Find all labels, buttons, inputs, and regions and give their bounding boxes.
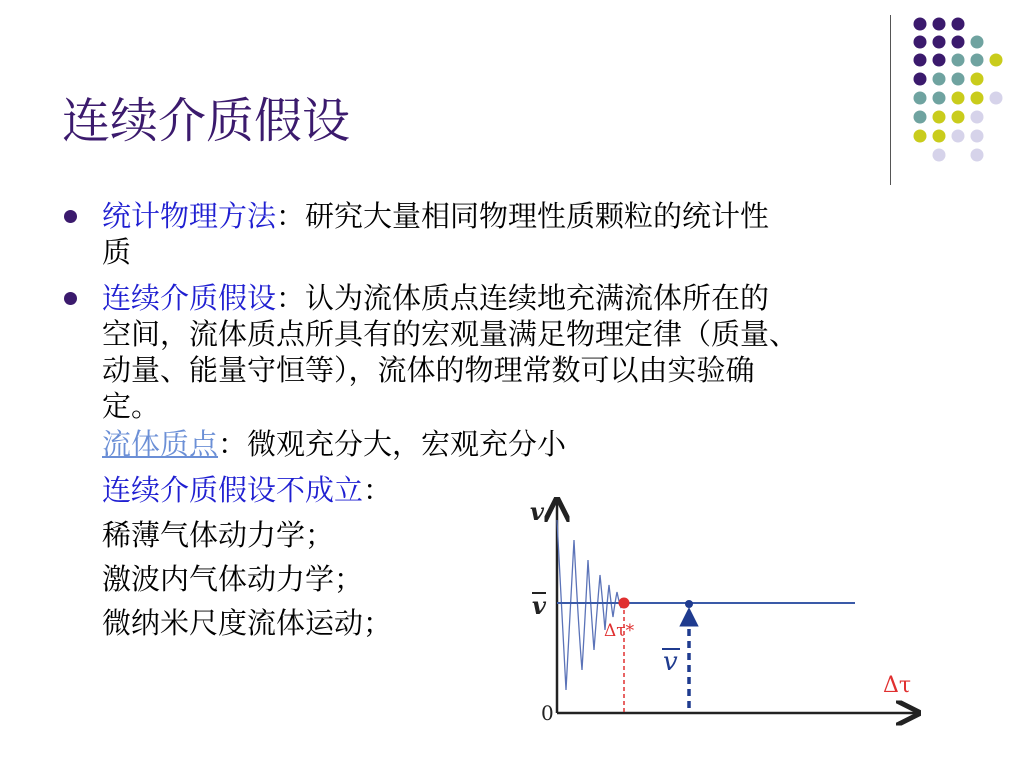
fluid-point-desc: 微观充分大，宏观充分小 [247, 427, 567, 461]
velocity-averaging-figure [520, 490, 930, 730]
mean-velocity-point [685, 600, 693, 608]
bullet-1-term: 统计物理方法 [102, 199, 277, 233]
x-axis-label: Δτ [883, 673, 912, 698]
arrow-label: v [663, 647, 678, 677]
case-item: 激波内气体动力学； [102, 562, 364, 596]
bullet-2-text-1: 认为流体质点连续地充满流体所在的 [305, 281, 770, 315]
fluid-point-link[interactable]: 流体质点 [102, 427, 219, 461]
fluid-point-sep: ： [218, 427, 248, 461]
bullet-marker [64, 292, 77, 305]
bullet-2-sep: ： [276, 281, 306, 315]
page-title: 连续介质假设 [62, 93, 351, 149]
velocity-oscillation-curve [557, 520, 624, 690]
bullet-2-line-4: 定。 [102, 389, 161, 423]
origin-label: 0 [541, 701, 554, 725]
dtau-star-point [619, 598, 630, 609]
bullet-marker [64, 210, 77, 223]
invalid-sep: ： [363, 473, 393, 507]
bullet-1-text-1: 研究大量相同物理性质颗粒的统计性 [305, 199, 770, 233]
fluid-point-line [102, 426, 566, 462]
case-item: 微纳米尺度流体运动； [102, 606, 393, 640]
case-item: 稀薄气体动力学； [102, 518, 335, 552]
y-axis-label: v [530, 497, 544, 526]
bullet-2-line-2: 空间，流体质点所具有的宏观量满足物理定律（质量、 [102, 317, 799, 351]
bullet-2-line-3: 动量、能量守恒等），流体的物理常数可以由实验确 [102, 353, 755, 387]
invalid-term: 连续介质假设不成立 [102, 473, 364, 507]
dtau-star-label: Δτ* [604, 621, 635, 641]
bullet-2-line-1 [102, 280, 769, 316]
invalid-heading-line [102, 472, 392, 508]
bullet-1-sep: ： [276, 199, 306, 233]
bullet-2-term: 连续介质假设 [102, 281, 277, 315]
bullet-1-line-2: 质 [102, 235, 132, 269]
vbar-label: v [532, 591, 546, 620]
bullet-1-line-1 [102, 198, 769, 234]
